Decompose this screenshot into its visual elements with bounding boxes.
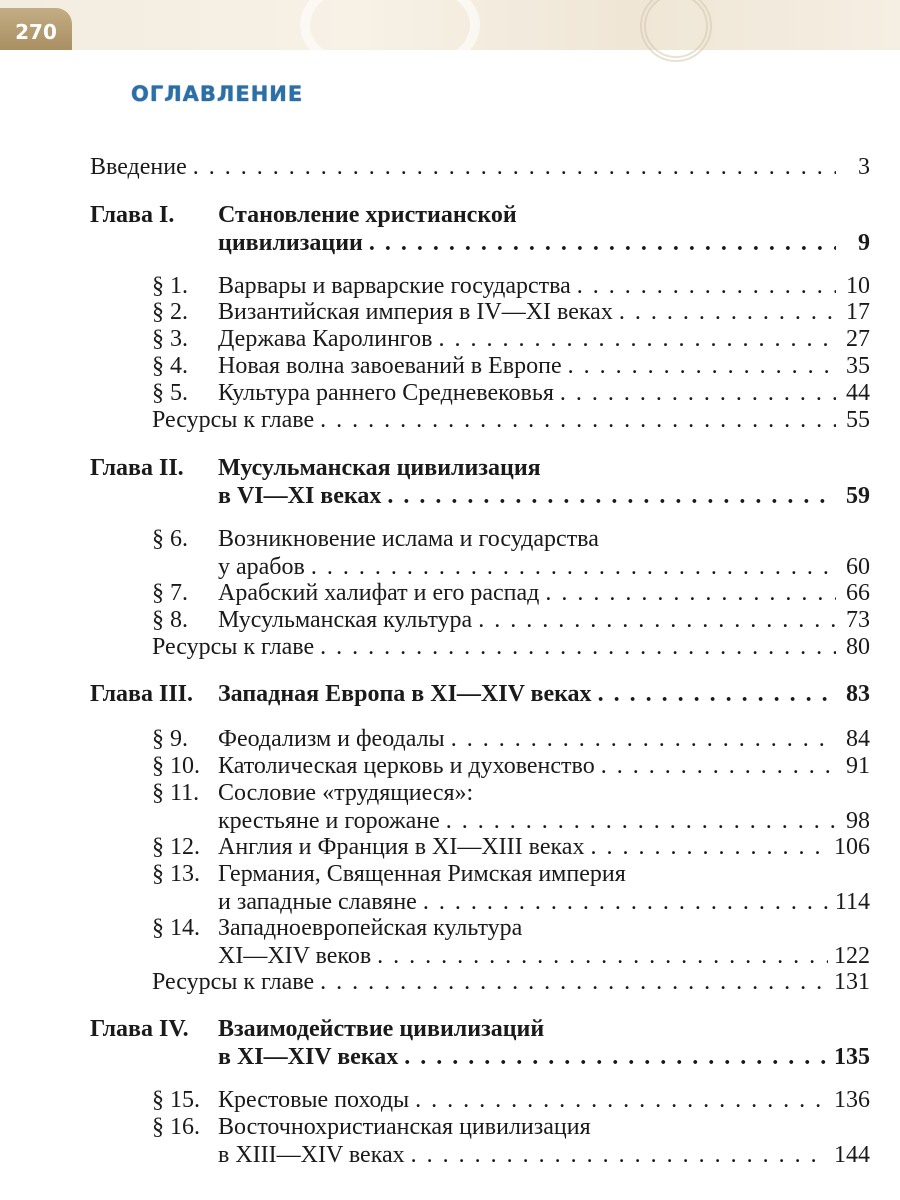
toc-entry-number: § 11. bbox=[152, 780, 200, 806]
toc-entry-title: Мусульманская цивилизация bbox=[218, 455, 541, 481]
dot-leader bbox=[568, 352, 836, 380]
toc-entry-page: 17 bbox=[846, 299, 870, 325]
toc-entry-page: 144 bbox=[834, 1142, 870, 1168]
toc-entry-number: § 16. bbox=[152, 1114, 200, 1140]
toc-entry-section[interactable] bbox=[0, 379, 900, 407]
toc-entry-section[interactable] bbox=[0, 606, 900, 634]
toc-entry-title: в XI—XIV веках bbox=[218, 1044, 399, 1070]
toc-entry-page: 83 bbox=[846, 681, 870, 707]
toc-entry-number: § 12. bbox=[152, 834, 200, 860]
toc-entry-section[interactable] bbox=[0, 888, 900, 916]
toc-entry-section[interactable] bbox=[0, 752, 900, 780]
toc-entry-section[interactable] bbox=[0, 1086, 900, 1114]
toc-entry-title: Византийская империя в IV—XI веках bbox=[218, 299, 613, 325]
dot-leader bbox=[446, 807, 836, 835]
toc-entry-chapter[interactable] bbox=[0, 229, 900, 257]
toc-entry-chapter[interactable] bbox=[0, 1015, 900, 1043]
toc-entry-title: Варвары и варварские государства bbox=[218, 273, 571, 299]
toc-entry-title: Англия и Франция в XI—XIII веках bbox=[218, 834, 585, 860]
toc-entry-chapter[interactable] bbox=[0, 1043, 900, 1071]
toc-entry-page: 135 bbox=[834, 1044, 870, 1070]
toc-entry-section[interactable] bbox=[0, 807, 900, 835]
toc-entry-number: § 5. bbox=[152, 380, 188, 406]
toc-entry-title: Ресурсы к главе bbox=[152, 407, 315, 433]
toc-entry-number: § 10. bbox=[152, 753, 200, 779]
dot-leader bbox=[451, 725, 836, 753]
toc-entry-page: 80 bbox=[846, 634, 870, 660]
toc-entry-title: Феодализм и феодалы bbox=[218, 726, 445, 752]
toc-entry-page: 98 bbox=[846, 808, 870, 834]
toc-entry-section[interactable] bbox=[0, 579, 900, 607]
toc-entry-page: 3 bbox=[858, 154, 870, 180]
toc-entry-section[interactable] bbox=[0, 833, 900, 861]
toc-entry-title: Католическая церковь и духовенство bbox=[218, 753, 595, 779]
toc-entry-page: 35 bbox=[846, 353, 870, 379]
toc-entry-title: Арабский халифат и его распад bbox=[218, 580, 540, 606]
toc-entry-page: 66 bbox=[846, 580, 870, 606]
page-number-tab: 270 bbox=[0, 8, 72, 50]
toc-entry-section[interactable] bbox=[0, 1141, 900, 1169]
toc-entry-number: § 8. bbox=[152, 607, 188, 633]
toc-entry-number: Глава I. bbox=[90, 202, 175, 228]
toc-entry-resources[interactable] bbox=[0, 406, 900, 434]
dot-leader bbox=[193, 153, 836, 181]
toc-entry-page: 131 bbox=[834, 969, 870, 995]
toc-entry-title: Германия, Священная Римская империя bbox=[218, 861, 626, 887]
dot-leader bbox=[320, 633, 836, 661]
toc-entry-section[interactable] bbox=[0, 914, 900, 942]
dot-leader bbox=[560, 379, 836, 407]
toc-entry-page: 73 bbox=[846, 607, 870, 633]
toc-entry-page: 59 bbox=[846, 483, 870, 509]
toc-entry-title: в VI—XI веках bbox=[218, 483, 382, 509]
toc-entry-title: XI—XIV веков bbox=[218, 943, 372, 969]
toc-entry-section[interactable] bbox=[0, 352, 900, 380]
toc-entry-number: § 14. bbox=[152, 915, 200, 941]
dot-leader bbox=[377, 942, 828, 970]
toc-entry-page: 60 bbox=[846, 554, 870, 580]
toc-entry-page: 122 bbox=[834, 943, 870, 969]
toc-entry-section[interactable] bbox=[0, 298, 900, 326]
page-title: ОГЛАВЛЕНИЕ bbox=[131, 82, 304, 106]
toc-entry-title: Сословие «трудящиеся»: bbox=[218, 780, 474, 806]
toc-entry-section[interactable] bbox=[0, 553, 900, 581]
dot-leader bbox=[387, 482, 836, 510]
toc-entry-section[interactable] bbox=[0, 272, 900, 300]
dot-leader bbox=[423, 888, 829, 916]
dot-leader bbox=[598, 680, 836, 708]
toc-entry-number: § 3. bbox=[152, 326, 188, 352]
dot-leader bbox=[311, 553, 836, 581]
dot-leader bbox=[439, 325, 837, 353]
toc-entry-title: крестьяне и горожане bbox=[218, 808, 440, 834]
toc-entry-title: цивилизации bbox=[218, 230, 363, 256]
toc-entry-section[interactable] bbox=[0, 525, 900, 553]
toc-entry-number: § 9. bbox=[152, 726, 188, 752]
toc-entry-title: у арабов bbox=[218, 554, 305, 580]
toc-entry-chapter[interactable] bbox=[0, 482, 900, 510]
toc-entry-number: § 7. bbox=[152, 580, 188, 606]
toc-entry-section[interactable] bbox=[0, 860, 900, 888]
toc-entry-title: и западные славяне bbox=[218, 889, 417, 915]
toc-entry-title: Ресурсы к главе bbox=[152, 634, 315, 660]
toc-entry-number: § 6. bbox=[152, 526, 188, 552]
toc-entry-number: § 1. bbox=[152, 273, 188, 299]
dot-leader bbox=[545, 579, 836, 607]
toc-entry-title: в XIII—XIV веках bbox=[218, 1142, 405, 1168]
toc-entry-title: Восточнохристианская цивилизация bbox=[218, 1114, 591, 1140]
toc-entry-page: 84 bbox=[846, 726, 870, 752]
toc-entry-title: Становление христианской bbox=[218, 202, 517, 228]
toc-entry-title: Мусульманская культура bbox=[218, 607, 473, 633]
toc-entry-chapter[interactable] bbox=[0, 201, 900, 229]
toc-entry-number: § 15. bbox=[152, 1087, 200, 1113]
toc-entry-section[interactable] bbox=[0, 325, 900, 353]
toc-entry-title: Держава Каролингов bbox=[218, 326, 433, 352]
dot-leader bbox=[601, 752, 836, 780]
toc-entry-resources[interactable] bbox=[0, 633, 900, 661]
toc-entry-section[interactable] bbox=[0, 1113, 900, 1141]
toc-entry-number: § 13. bbox=[152, 861, 200, 887]
toc-entry-section[interactable] bbox=[0, 942, 900, 970]
dot-leader bbox=[577, 272, 836, 300]
dot-leader bbox=[404, 1043, 828, 1071]
toc-entry-title: Введение bbox=[90, 154, 187, 180]
toc-entry-page: 55 bbox=[846, 407, 870, 433]
toc-entry-page: 10 bbox=[846, 273, 870, 299]
toc-entry-title: Возникновение ислама и государства bbox=[218, 526, 599, 552]
toc-entry-page: 114 bbox=[834, 889, 870, 915]
toc-entry-section[interactable] bbox=[0, 779, 900, 807]
toc-entry-number: § 4. bbox=[152, 353, 188, 379]
dot-leader bbox=[590, 833, 828, 861]
dot-leader bbox=[411, 1141, 828, 1169]
dot-leader bbox=[478, 606, 836, 634]
dot-leader bbox=[369, 229, 836, 257]
toc-entry-title: Западноевропейская культура bbox=[218, 915, 523, 941]
toc-entry-page: 136 bbox=[834, 1087, 870, 1113]
decorative-header-band bbox=[0, 0, 900, 50]
toc-entry-title: Взаимодействие цивилизаций bbox=[218, 1016, 545, 1042]
toc-entry-title: Ресурсы к главе bbox=[152, 969, 315, 995]
toc-entry-number: § 2. bbox=[152, 299, 188, 325]
toc-entry-page: 27 bbox=[846, 326, 870, 352]
toc-entry-chapter[interactable] bbox=[0, 454, 900, 482]
toc-entry-resources[interactable] bbox=[0, 968, 900, 996]
toc-entry-title: Новая волна завоеваний в Европе bbox=[218, 353, 562, 379]
toc-entry-title: Культура раннего Средневековья bbox=[218, 380, 554, 406]
toc-entry-page: 9 bbox=[858, 230, 870, 256]
toc-entry-chapter[interactable] bbox=[0, 680, 900, 708]
toc-entry-intro[interactable] bbox=[0, 153, 900, 181]
toc-entry-title: Крестовые походы bbox=[218, 1087, 410, 1113]
toc-entry-page: 44 bbox=[846, 380, 870, 406]
toc-entry-section[interactable] bbox=[0, 725, 900, 753]
dot-leader bbox=[619, 298, 836, 326]
toc-entry-number: Глава II. bbox=[90, 455, 184, 481]
dot-leader bbox=[415, 1086, 828, 1114]
dot-leader bbox=[320, 968, 828, 996]
dot-leader bbox=[320, 406, 836, 434]
toc-entry-number: Глава IV. bbox=[90, 1016, 189, 1042]
toc-entry-number: Глава III. bbox=[90, 681, 194, 707]
toc-entry-title: Западная Европа в XI—XIV веках bbox=[218, 681, 592, 707]
toc-entry-page: 106 bbox=[834, 834, 870, 860]
toc-entry-page: 91 bbox=[846, 753, 870, 779]
